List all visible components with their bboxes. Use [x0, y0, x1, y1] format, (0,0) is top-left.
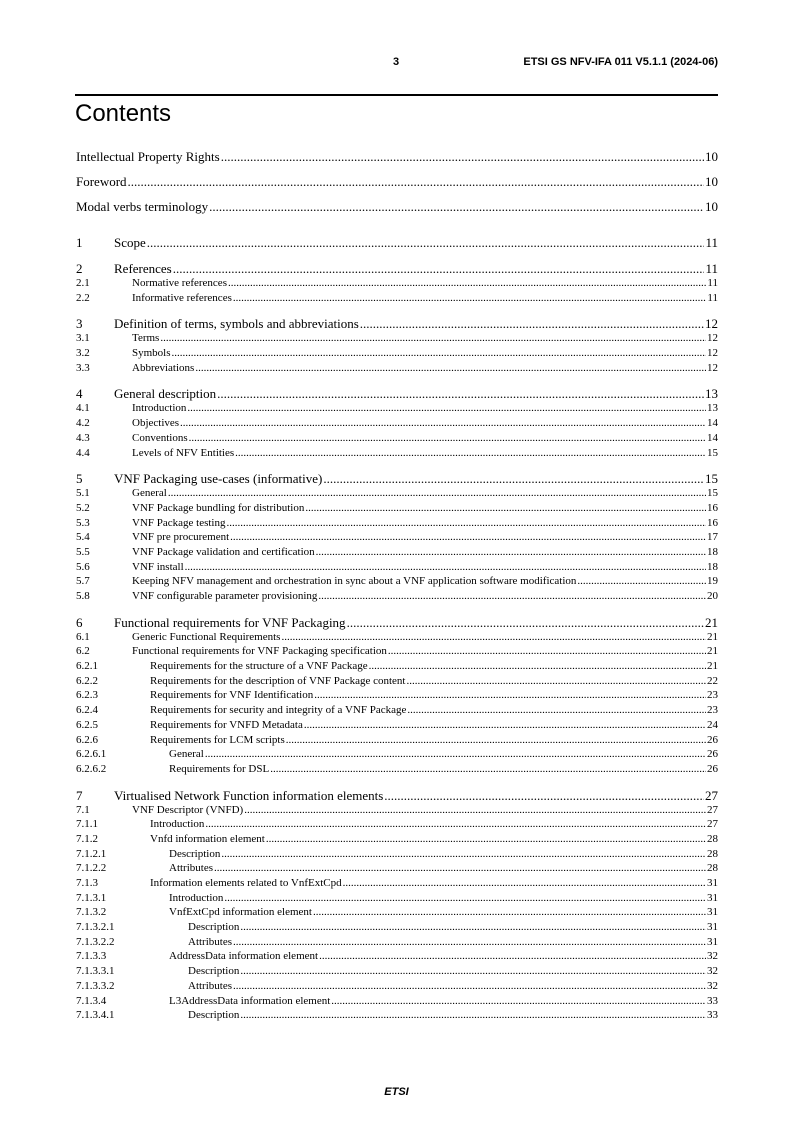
toc-entry-number: 7.1.2.2: [76, 862, 107, 875]
toc-entry-title: Introduction: [150, 818, 205, 831]
toc-entry[interactable]: [76, 174, 718, 199]
toc-entry[interactable]: [76, 688, 718, 703]
toc-entry[interactable]: [76, 516, 718, 531]
dot-leader: [205, 817, 706, 831]
dot-leader: [214, 861, 706, 875]
dot-leader: [305, 501, 706, 515]
toc-entry[interactable]: [76, 949, 718, 964]
dot-leader: [185, 560, 706, 574]
toc-entry-page: 27: [707, 803, 718, 816]
toc-entry-page: 21: [707, 645, 718, 658]
toc-entry-page: 28: [707, 847, 718, 860]
toc-entry-number: 7.1.3: [76, 877, 98, 889]
toc-entry[interactable]: [76, 574, 718, 589]
toc-entry-title: General description: [114, 386, 217, 402]
toc-entry-title: Virtualised Network Function information elements: [114, 787, 384, 803]
dot-leader: [224, 891, 706, 905]
dot-leader: [217, 386, 704, 401]
toc-entry[interactable]: [76, 718, 718, 733]
toc-entry-page: 11: [705, 235, 718, 250]
toc-entry-number: 5.7: [76, 575, 90, 588]
toc-entry[interactable]: [76, 276, 718, 291]
toc-entry[interactable]: [76, 935, 718, 950]
toc-entry-number: 7.1.3.3.2: [76, 979, 115, 992]
toc-entry[interactable]: [76, 361, 718, 376]
toc-entry[interactable]: [76, 416, 718, 431]
toc-entry-page: 12: [707, 332, 718, 345]
toc-entry-page: 27: [705, 787, 718, 803]
dot-leader: [323, 471, 704, 486]
toc-entry-number: 6.1: [76, 630, 90, 643]
toc-entry-title: General: [132, 487, 167, 500]
toc-entry-page: 27: [707, 818, 718, 831]
toc-entry-page: 14: [707, 431, 718, 444]
toc-entry-title: Information elements related to VnfExtCpd: [150, 877, 342, 889]
toc-entry-page: 21: [707, 660, 718, 673]
toc-entry-number: 7: [76, 787, 83, 803]
toc-entry[interactable]: [76, 747, 718, 762]
toc-entry-title: VNF Packaging use-cases (informative): [114, 471, 323, 487]
toc-entry[interactable]: [76, 530, 718, 545]
toc-entry[interactable]: [76, 235, 718, 250]
toc-entry-number: 5.2: [76, 501, 90, 514]
dot-leader: [343, 876, 706, 890]
toc-entry-title: Functional requirements for VNF Packaging specification: [132, 645, 387, 658]
toc-entry-title: Attributes: [169, 862, 213, 875]
toc-entry[interactable]: [76, 788, 718, 803]
toc-entry-title: Normative references: [132, 277, 227, 289]
toc-entry[interactable]: [76, 979, 718, 994]
toc-entry-number: 6.2.2: [76, 674, 98, 687]
toc-entry-title: Attributes: [188, 935, 232, 948]
toc-entry[interactable]: [76, 994, 718, 1009]
toc-entry[interactable]: [76, 674, 718, 689]
dot-leader: [281, 630, 706, 644]
toc-entry-page: 31: [707, 921, 718, 934]
toc-entry-number: 4: [76, 386, 83, 402]
toc-entry-title: Vnfd information element: [150, 832, 265, 845]
dot-leader: [233, 935, 706, 949]
toc-entry-number: 6: [76, 614, 83, 630]
toc-entry-title: Symbols: [132, 347, 171, 360]
toc-entry-title: Introduction: [132, 402, 187, 415]
toc-entry-title: Objectives: [132, 417, 180, 430]
toc-entry-number: 3.2: [76, 347, 90, 360]
toc-entry[interactable]: [76, 560, 718, 575]
dot-leader: [240, 920, 706, 934]
dot-leader: [221, 847, 706, 861]
toc-entry-title: Requirements for security and integrity of a VNF Package: [150, 704, 407, 717]
toc-entry-number: 4.1: [76, 402, 90, 415]
toc-entry-number: 7.1.2.1: [76, 847, 107, 860]
dot-leader: [228, 276, 706, 290]
toc-entry-number: 1: [76, 235, 83, 250]
toc-entry-title: Foreword: [76, 174, 127, 189]
toc-entry[interactable]: [76, 471, 718, 486]
toc-entry-number: 7.1.3.1: [76, 891, 107, 904]
toc-entry[interactable]: [76, 847, 718, 862]
toc-entry-number: 6.2.4: [76, 704, 98, 717]
toc-entry[interactable]: [76, 331, 718, 346]
toc-entry-page: 11: [705, 261, 718, 276]
toc-entry[interactable]: [76, 659, 718, 674]
toc-entry-page: 15: [705, 471, 718, 487]
toc-entry-number: 4.3: [76, 431, 90, 444]
toc-entry[interactable]: [76, 891, 718, 906]
dot-leader: [407, 703, 706, 717]
dot-leader: [286, 733, 706, 747]
toc-entry-title: Abbreviations: [132, 361, 195, 374]
dot-leader: [270, 762, 706, 776]
dot-leader: [240, 1008, 706, 1022]
dot-leader: [172, 346, 706, 360]
toc-entry-page: 15: [707, 446, 718, 459]
toc-entry[interactable]: [76, 401, 718, 416]
dot-leader: [266, 832, 706, 846]
toc-entry-number: 7.1.3.2.2: [76, 935, 115, 948]
toc-entry-title: Intellectual Property Rights: [76, 149, 220, 164]
toc-entry-page: 32: [707, 979, 718, 992]
toc-entry-title: Attributes: [188, 979, 232, 992]
toc-entry-title: General: [169, 748, 204, 761]
toc-entry-page: 24: [707, 718, 718, 731]
toc-entry[interactable]: [76, 630, 718, 645]
toc-entry-page: 28: [707, 832, 718, 845]
toc-entry[interactable]: [76, 817, 718, 832]
toc-entry-number: 4.2: [76, 417, 90, 430]
toc-entry[interactable]: [76, 199, 718, 224]
dot-leader: [209, 199, 704, 215]
toc-entry-title: Description: [188, 965, 240, 978]
toc-entry-number: 7.1.3.3.1: [76, 965, 115, 978]
toc-entry-number: 5.6: [76, 560, 90, 573]
toc-entry-number: 5.4: [76, 531, 90, 544]
toc-entry-page: 33: [707, 994, 718, 1007]
toc-entry-title: Modal verbs terminology: [76, 199, 209, 214]
toc-entry-number: 5.3: [76, 516, 90, 529]
toc-entry-number: 5.1: [76, 487, 90, 500]
toc-entry-number: 5.8: [76, 590, 90, 602]
toc-entry-number: 7.1.3.3: [76, 950, 107, 963]
toc-entry-number: 6.2.3: [76, 689, 98, 702]
toc-entry-page: 16: [707, 516, 718, 529]
toc-entry-page: 32: [707, 950, 718, 963]
dot-leader: [189, 431, 706, 445]
toc-entry[interactable]: [76, 149, 718, 174]
table-of-contents: [76, 149, 718, 1023]
toc-entry-page: 17: [707, 531, 718, 544]
toc-entry-number: 3.1: [76, 332, 90, 345]
dot-leader: [226, 516, 706, 530]
toc-entry-number: 3: [76, 316, 83, 332]
dot-leader: [160, 331, 706, 345]
toc-entry-number: 7.1.3.4.1: [76, 1009, 115, 1022]
toc-entry-title: Description: [169, 847, 221, 860]
toc-entry-number: 2.2: [76, 291, 90, 304]
toc-entry-title: VNF pre procurement: [132, 531, 230, 544]
toc-entry[interactable]: [76, 316, 718, 331]
dot-leader: [314, 688, 706, 702]
toc-entry-page: 22: [707, 674, 718, 687]
page-title: Contents: [75, 100, 172, 127]
toc-entry-number: 4.4: [76, 446, 90, 459]
dot-leader: [230, 530, 706, 544]
dot-leader: [147, 235, 705, 250]
toc-entry-title: Description: [188, 921, 240, 934]
toc-entry[interactable]: [76, 876, 718, 891]
toc-entry-title: VNF install: [132, 560, 184, 573]
toc-entry-title: VNF Descriptor (VNFD): [132, 803, 244, 816]
toc-entry-title: VNF Package bundling for distribution: [132, 501, 305, 514]
toc-entry-number: 7.1: [76, 803, 90, 816]
toc-entry-page: 31: [707, 935, 718, 948]
toc-entry[interactable]: [76, 545, 718, 560]
toc-entry-title: Requirements for the structure of a VNF Package: [150, 660, 368, 673]
toc-entry-number: 7.1.1: [76, 818, 98, 831]
dot-leader: [233, 291, 707, 305]
toc-entry[interactable]: [76, 431, 718, 446]
toc-entry[interactable]: [76, 446, 718, 461]
toc-entry-title: Requirements for VNFD Metadata: [150, 718, 303, 731]
toc-entry-title: Introduction: [169, 891, 224, 904]
toc-entry[interactable]: [76, 501, 718, 516]
toc-entry-page: 14: [707, 417, 718, 430]
toc-entry[interactable]: [76, 644, 718, 659]
toc-entry[interactable]: [76, 861, 718, 876]
toc-entry-title: References: [114, 261, 172, 276]
toc-entry[interactable]: [76, 762, 718, 777]
toc-entry-page: 11: [707, 291, 718, 304]
toc-entry[interactable]: [76, 589, 718, 604]
toc-entry-number: 2.1: [76, 277, 90, 289]
dot-leader: [360, 316, 704, 331]
toc-entry-title: Levels of NFV Entities: [132, 446, 235, 459]
toc-entry-page: 21: [705, 614, 718, 630]
dot-leader: [244, 803, 706, 817]
dot-leader: [347, 615, 704, 630]
toc-entry[interactable]: [76, 964, 718, 979]
toc-entry[interactable]: [76, 346, 718, 361]
toc-entry-page: 10: [705, 174, 718, 189]
dot-leader: [406, 674, 706, 688]
toc-entry-page: 28: [707, 862, 718, 875]
toc-entry[interactable]: [76, 920, 718, 935]
dot-leader: [316, 545, 706, 559]
toc-entry-number: 6.2.6: [76, 733, 98, 746]
toc-entry[interactable]: [76, 832, 718, 847]
toc-entry[interactable]: [76, 733, 718, 748]
toc-entry-page: 13: [705, 386, 718, 402]
toc-entry-title: Scope: [114, 235, 146, 250]
toc-entry-page: 19: [707, 575, 718, 588]
dot-leader: [235, 446, 706, 460]
toc-entry-title: Functional requirements for VNF Packaging: [114, 614, 346, 630]
page-number: 3: [393, 56, 400, 68]
toc-entry-page: 13: [707, 402, 718, 415]
toc-entry-title: Keeping NFV management and orchestration in sync about a VNF application software modification: [132, 575, 577, 588]
dot-leader: [240, 964, 706, 978]
toc-entry-page: 26: [707, 748, 718, 761]
toc-entry[interactable]: [76, 386, 718, 401]
toc-entry-title: AddressData information element: [169, 950, 319, 963]
dot-leader: [180, 416, 706, 430]
toc-entry-page: 18: [707, 560, 718, 573]
toc-entry-page: 20: [707, 590, 718, 602]
toc-entry[interactable]: [76, 703, 718, 718]
toc-entry-title: Generic Functional Requirements: [132, 630, 281, 643]
dot-leader: [577, 574, 706, 588]
dot-leader: [318, 589, 706, 603]
dot-leader: [319, 949, 706, 963]
toc-entry-title: Conventions: [132, 431, 188, 444]
dot-leader: [304, 718, 706, 732]
toc-entry-page: 11: [707, 277, 718, 289]
toc-entry-page: 26: [707, 762, 718, 775]
toc-entry-number: 5.5: [76, 545, 90, 558]
toc-entry-number: 7.1.3.2.1: [76, 921, 115, 934]
header-rule: [75, 94, 718, 96]
toc-entry-title: Requirements for the description of VNF Package content: [150, 674, 406, 687]
toc-entry-page: 12: [705, 316, 718, 332]
toc-entry-number: 2: [76, 261, 83, 276]
toc-entry-page: 33: [707, 1009, 718, 1022]
toc-entry-page: 15: [707, 487, 718, 500]
toc-entry-number: 6.2.1: [76, 660, 98, 673]
toc-entry-number: 7.1.3.2: [76, 906, 107, 919]
toc-entry-page: 23: [707, 704, 718, 717]
toc-entry-title: Requirements for VNF Identification: [150, 689, 314, 702]
toc-entry[interactable]: [76, 291, 718, 306]
toc-entry-page: 26: [707, 733, 718, 746]
toc-entry-title: Informative references: [132, 291, 232, 304]
toc-entry-title: Description: [188, 1009, 240, 1022]
toc-entry-title: VNF Package testing: [132, 516, 226, 529]
document-id: ETSI GS NFV-IFA 011 V5.1.1 (2024-06): [523, 56, 718, 68]
toc-entry-page: 18: [707, 545, 718, 558]
dot-leader: [388, 644, 706, 658]
toc-entry-page: 31: [707, 906, 718, 919]
toc-entry-title: Requirements for LCM scripts: [150, 733, 285, 746]
dot-leader: [128, 174, 704, 190]
toc-entry[interactable]: [76, 615, 718, 630]
toc-entry-title: VnfExtCpd information element: [169, 906, 312, 919]
toc-entry-page: 31: [707, 877, 718, 889]
toc-entry-number: 6.2.5: [76, 718, 98, 731]
toc-entry[interactable]: [76, 486, 718, 501]
toc-entry-page: 10: [705, 149, 718, 164]
toc-entry[interactable]: [76, 261, 718, 276]
dot-leader: [369, 659, 706, 673]
dot-leader: [187, 401, 706, 415]
toc-entry-page: 32: [707, 965, 718, 978]
toc-entry-page: 12: [707, 361, 718, 374]
toc-entry-title: Requirements for DSL: [169, 762, 270, 775]
toc-entry-page: 10: [705, 199, 718, 214]
dot-leader: [313, 905, 706, 919]
toc-entry-number: 6.2.6.1: [76, 748, 107, 761]
toc-entry[interactable]: [76, 803, 718, 818]
dot-leader: [221, 149, 704, 165]
toc-entry-number: 7.1.3.4: [76, 994, 107, 1007]
toc-entry-page: 31: [707, 891, 718, 904]
dot-leader: [331, 994, 706, 1008]
toc-entry-page: 23: [707, 689, 718, 702]
toc-entry-title: VNF Package validation and certification: [132, 545, 315, 558]
toc-entry-title: Definition of terms, symbols and abbreviations: [114, 316, 359, 332]
toc-entry-page: 12: [707, 347, 718, 360]
dot-leader: [205, 747, 706, 761]
dot-leader: [195, 361, 706, 375]
toc-entry[interactable]: [76, 1008, 718, 1023]
toc-entry-title: Terms: [132, 332, 160, 345]
toc-entry-title: VNF configurable parameter provisioning: [132, 590, 318, 602]
toc-entry-page: 21: [707, 630, 718, 643]
toc-entry-title: L3AddressData information element: [169, 994, 331, 1007]
footer-etsi: ETSI: [384, 1086, 409, 1098]
toc-entry-page: 16: [707, 501, 718, 514]
toc-entry-number: 7.1.2: [76, 832, 98, 845]
toc-entry-number: 3.3: [76, 361, 90, 374]
toc-entry[interactable]: [76, 905, 718, 920]
toc-entry-number: 5: [76, 471, 83, 487]
dot-leader: [233, 979, 706, 993]
toc-entry-number: 6.2.6.2: [76, 762, 107, 775]
toc-entry-number: 6.2: [76, 645, 90, 658]
dot-leader: [168, 486, 706, 500]
dot-leader: [384, 788, 704, 803]
dot-leader: [173, 261, 705, 276]
